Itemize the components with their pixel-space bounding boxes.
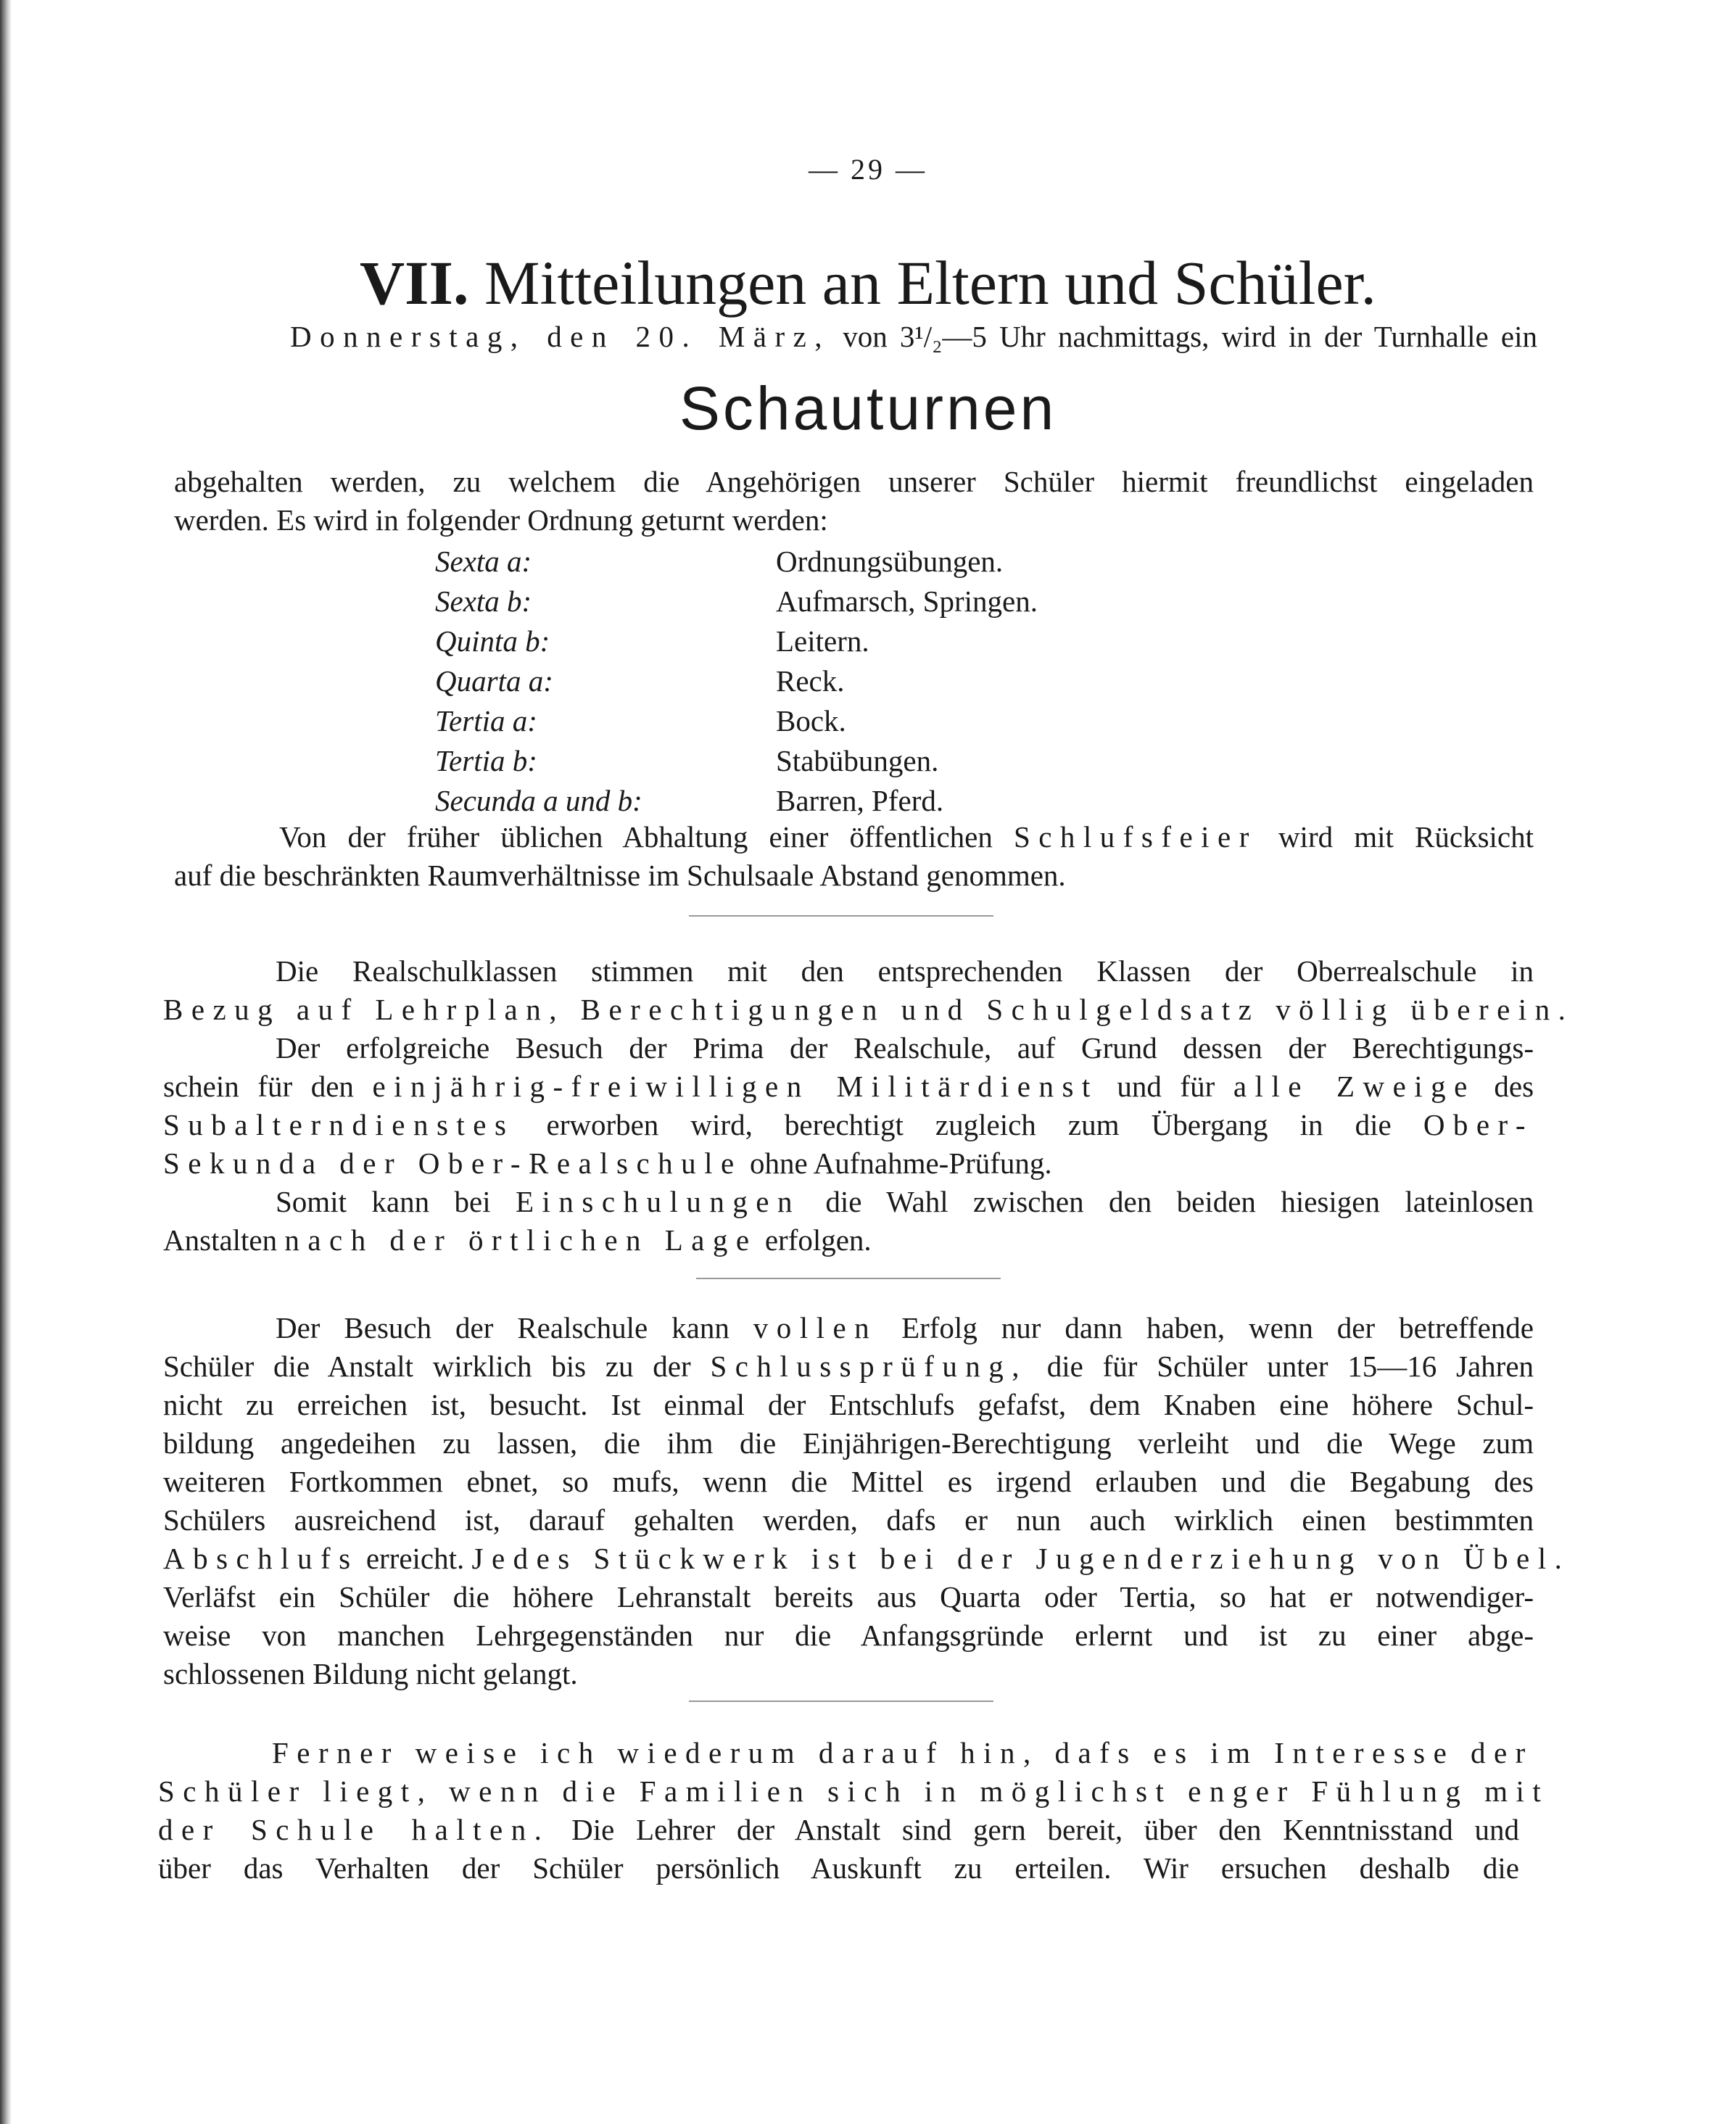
- text-run: die Wahl zwischen den beiden hiesigen lateinlosen: [825, 1185, 1534, 1218]
- text-run: und für: [1117, 1070, 1215, 1103]
- text-run: Somit kann bei: [276, 1185, 491, 1218]
- text-run-spaced: Abschlufs: [163, 1542, 359, 1575]
- schedule-activity: Leitern.: [776, 624, 869, 658]
- intro-line-2: werden. Es wird in folgender Ordnung geturnt werden:: [174, 503, 828, 537]
- schedule-activity: Stabübungen.: [776, 744, 939, 777]
- announcement-rest: von 3¹/₂—5 Uhr nachmittags, wird in der Turnhalle ein: [843, 320, 1537, 353]
- text-run: erfolgen.: [764, 1223, 872, 1257]
- section-divider: [696, 1278, 1001, 1279]
- text-run-spaced: vollen: [753, 1311, 878, 1344]
- page-number: — 29 —: [809, 153, 927, 186]
- announcement-line: [290, 319, 1537, 354]
- besuch-line-10: schlossenen Bildung nicht gelangt.: [163, 1657, 578, 1690]
- text-run-spaced: der Schule halten.: [158, 1813, 550, 1846]
- ferner-line-1: Ferner weise ich wiederum darauf hin, dafs es im Interesse der: [272, 1736, 1534, 1769]
- text-run: Der Besuch der Realschule kann: [276, 1311, 729, 1344]
- text-run: Die Lehrer der Anstalt sind gern bereit, über den Kenntnisstand und: [571, 1813, 1520, 1846]
- text-run-spaced: nach der örtlichen Lage: [284, 1223, 758, 1257]
- text-run: erreicht.: [365, 1542, 465, 1575]
- besuch-line-3: nicht zu erreichen ist, besucht. Ist einmal der Entschlufs gefafst, dem Knaben eine höhere Schul-: [163, 1388, 1534, 1421]
- schedule-class: Sexta b:: [435, 584, 532, 618]
- besuch-line-6: Schülers ausreichend ist, darauf gehalten werden, dafs er nun auch wirklich einen bestimmten: [163, 1503, 1534, 1537]
- realschule-line-5: [163, 1107, 1534, 1142]
- ferner-line-4: über das Verhalten der Schüler persönlich Auskunft zu erteilen. Wir ersuchen deshalb die: [158, 1851, 1519, 1885]
- schedule-class: Tertia b:: [435, 744, 537, 777]
- event-title: Schauturnen: [679, 374, 1057, 442]
- text-run-spaced: alle Zweige: [1233, 1070, 1476, 1103]
- section-heading: [0, 247, 1736, 319]
- schedule-activity: Barren, Pferd.: [776, 784, 944, 817]
- section-divider: [689, 915, 993, 917]
- text-run: erworben wird, berechtigt zugleich zum Übergang in die: [546, 1108, 1392, 1141]
- schedule-class: Quarta a:: [435, 664, 553, 698]
- schedule-class: Tertia a:: [435, 704, 537, 737]
- ferner-line-3: [158, 1812, 1519, 1847]
- section-title: Mitteilungen an Eltern und Schüler.: [484, 248, 1377, 318]
- intro-line-1: abgehalten werden, zu welchem die Angehörigen unserer Schüler hiermit freundlichst eingeladen: [174, 465, 1534, 498]
- schedule-activity: Ordnungsübungen.: [776, 545, 1004, 578]
- text-run: des: [1494, 1070, 1534, 1103]
- text-run: ohne Aufnahme-Prüfung.: [749, 1146, 1052, 1180]
- besuch-line-8: Verläfst ein Schüler die höhere Lehranstalt bereits aus Quarta oder Tertia, so hat er notwendiger-: [163, 1580, 1534, 1613]
- text-run-spaced: einjährig-freiwilligen Militärdienst: [372, 1070, 1099, 1103]
- besuch-line-2: [163, 1349, 1534, 1384]
- section-numeral: VII.: [359, 248, 469, 318]
- realschule-line-2: Bezug auf Lehrplan, Berechtigungen und Schulgeldsatz völlig überein.: [163, 993, 1574, 1026]
- text-run-spaced: Ober-: [1423, 1108, 1534, 1141]
- besuch-line-9: weise von manchen Lehrgegenständen nur die Anfangsgründe erlernt und ist zu einer abge-: [163, 1619, 1534, 1652]
- schlussfeier-line-1: [279, 819, 1534, 854]
- besuch-line-7: [163, 1541, 1571, 1576]
- besuch-line-4: bildung angedeihen zu lassen, die ihm die Einjährigen-Berechtigung verleiht und die Wege zum: [163, 1426, 1534, 1460]
- schedule-activity: Bock.: [776, 704, 846, 737]
- text-run: schein für den: [163, 1070, 354, 1103]
- realschule-line-3: Der erfolgreiche Besuch der Prima der Realschule, auf Grund dessen der Berechtigungs-: [276, 1031, 1534, 1065]
- realschule-line-8: [163, 1223, 1534, 1257]
- schedule-class: Sexta a:: [435, 545, 532, 578]
- schedule-class: Quinta b:: [435, 624, 550, 658]
- schlussfeier-line-2: auf die beschränkten Raumverhältnisse im Schulsaale Abstand genommen.: [174, 859, 1066, 892]
- text-run-spaced: Schlussprüfung,: [710, 1350, 1028, 1383]
- text-run-spaced: Subalterndienstes: [163, 1108, 515, 1141]
- text-run: Von der früher üblichen Abhaltung einer öffentlichen: [279, 820, 993, 854]
- announcement-day: Donnerstag, den 20. März,: [290, 320, 831, 353]
- text-run: Anstalten: [163, 1223, 278, 1257]
- text-run: wird mit Rücksicht: [1278, 820, 1534, 854]
- section-divider: [689, 1701, 993, 1702]
- text-run-spaced: Schlufsfeier: [1013, 820, 1257, 854]
- realschule-line-4: [163, 1069, 1534, 1104]
- text-run: die für Schüler unter 15—16 Jahren: [1046, 1350, 1534, 1383]
- besuch-line-1: [276, 1310, 1534, 1345]
- text-run: Schüler die Anstalt wirklich bis zu der: [163, 1350, 691, 1383]
- realschule-line-1: Die Realschulklassen stimmen mit den entsprechenden Klassen der Oberrealschule in: [276, 954, 1534, 988]
- ferner-line-2: Schüler liegt, wenn die Familien sich in möglichst enger Fühlung mit: [158, 1774, 1550, 1808]
- schedule-activity: Aufmarsch, Springen.: [776, 584, 1038, 618]
- text-run-spaced: Sekunda der Ober-Realschule: [163, 1146, 743, 1180]
- text-run: Erfolg nur dann haben, wenn der betreffende: [901, 1311, 1534, 1344]
- schedule-class: Secunda a und b:: [435, 784, 642, 817]
- schedule-activity: Reck.: [776, 664, 845, 698]
- text-run-spaced: Einschulungen: [516, 1185, 801, 1218]
- text-run-spaced: Jedes Stückwerk ist bei der Jugenderziehung von Übel.: [471, 1542, 1571, 1575]
- realschule-line-7: [276, 1184, 1534, 1219]
- realschule-line-6: [163, 1146, 1534, 1181]
- besuch-line-5: weiteren Fortkommen ebnet, so mufs, wenn die Mittel es irgend erlauben und die Begabung des: [163, 1465, 1534, 1498]
